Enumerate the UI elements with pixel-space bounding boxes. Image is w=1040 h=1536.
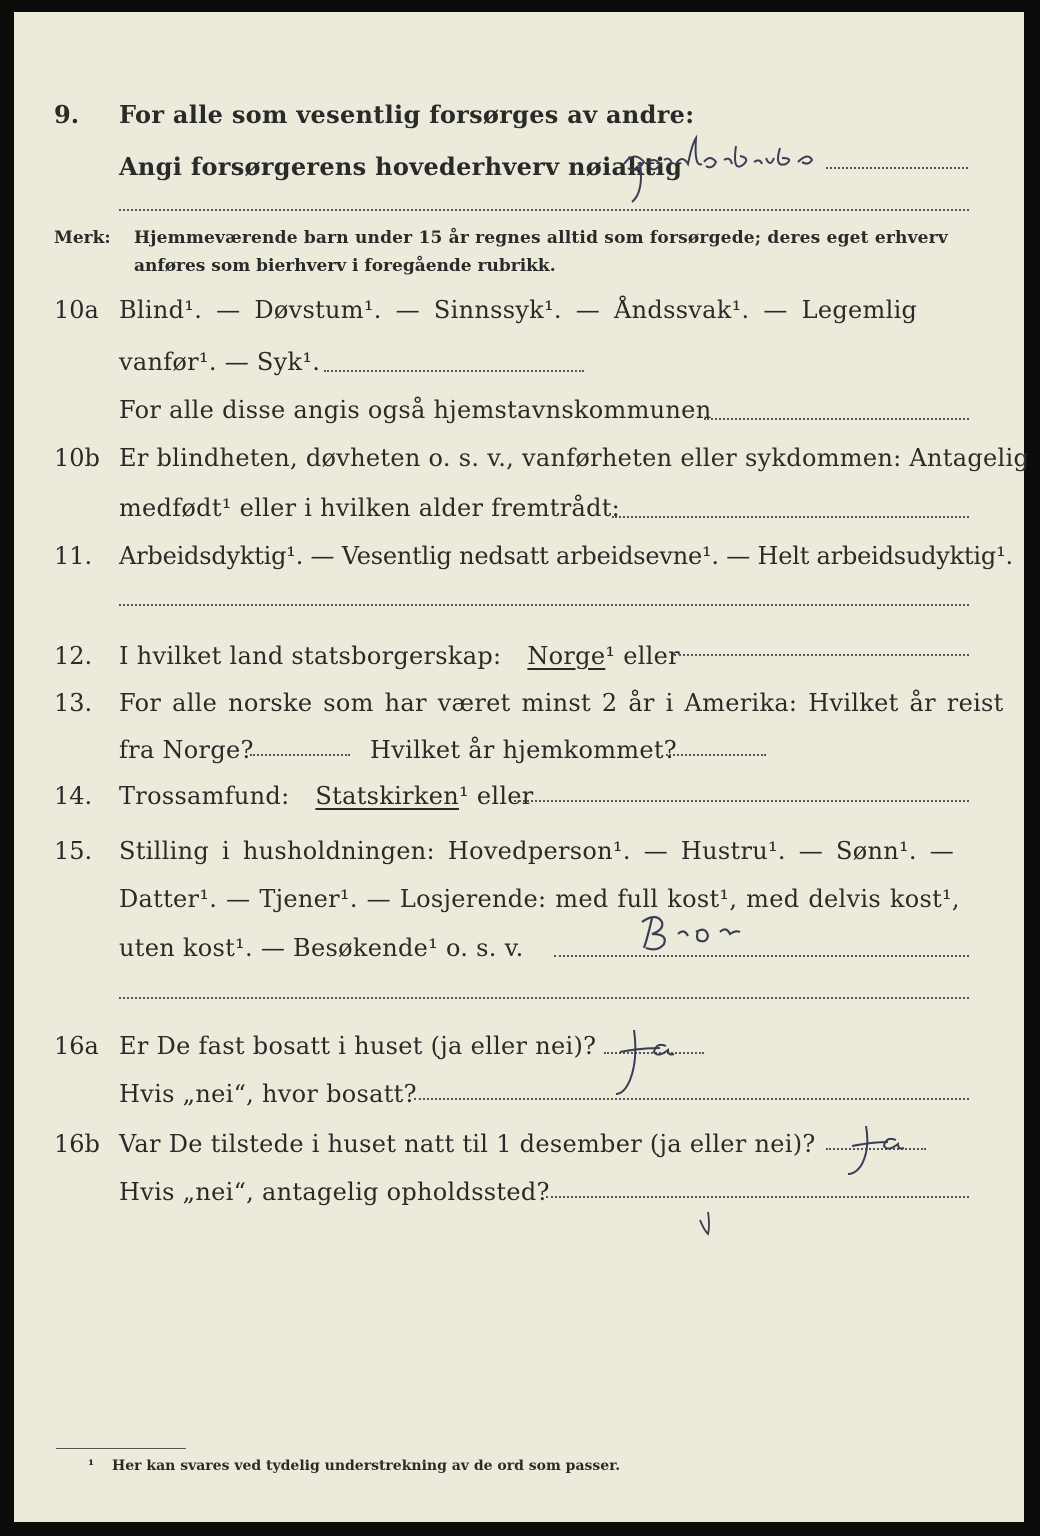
q12-norge-underlined: Norge bbox=[527, 642, 606, 670]
q16b-line2: Hvis „nei“, antagelig opholdssted? bbox=[119, 1178, 550, 1206]
q14-statskirken-underlined: Statskirken bbox=[315, 782, 459, 810]
q16b-opholdssted-line bbox=[546, 1196, 969, 1198]
q16a-line2: Hvis „nei“, hvor bosatt? bbox=[119, 1080, 417, 1108]
q16a-handwritten-answer bbox=[606, 1022, 706, 1106]
handwriting-tick bbox=[694, 1208, 724, 1238]
q11-line1: Arbeidsdyktig¹. — Vesentlig nedsatt arbeidsevne¹. — Helt arbeidsudyktig¹. bbox=[119, 542, 1013, 570]
merk-label: Merk: bbox=[54, 228, 111, 248]
handwriting-bror bbox=[634, 910, 834, 960]
q10a-syk-line bbox=[324, 370, 584, 372]
q10b-number: 10b bbox=[54, 444, 100, 472]
q12-prefix: I hvilket land statsborgerskap: bbox=[119, 642, 502, 670]
footnote-mark: ¹ bbox=[88, 1458, 95, 1474]
q12-text bbox=[119, 642, 680, 670]
q13-reist-line bbox=[250, 754, 350, 756]
q16a-line1: Er De fast bosatt i huset (ja eller nei)? bbox=[119, 1032, 597, 1060]
q12-suffix: ¹ eller bbox=[605, 642, 680, 670]
q9-number: 9. bbox=[54, 100, 80, 129]
q12-answer-line bbox=[674, 654, 969, 656]
q9-line1: For alle som vesentlig forsørges av andre: bbox=[119, 100, 695, 129]
q14-suffix: ¹ eller bbox=[458, 782, 534, 810]
q9-extra-line bbox=[119, 209, 969, 211]
q9-handwritten-answer bbox=[614, 134, 954, 208]
q13-line2b: Hvilket år hjemkommet? bbox=[370, 736, 677, 764]
q16b-number: 16b bbox=[54, 1130, 100, 1158]
q14-text bbox=[119, 782, 534, 810]
q15-extra-line bbox=[119, 997, 969, 999]
q10a-line1: Blind¹. — Døvstum¹. — Sinnssyk¹. — Åndssvak¹. — Legemlig bbox=[119, 296, 918, 324]
q16b-handwritten-answer bbox=[840, 1120, 940, 1184]
handwriting-ja-1 bbox=[606, 1022, 706, 1102]
q15-number: 15. bbox=[54, 837, 93, 865]
q10a-number: 10a bbox=[54, 296, 99, 324]
q15-handwritten-answer bbox=[634, 910, 834, 964]
q13-number: 13. bbox=[54, 689, 93, 717]
q9-line2: Angi forsørgerens hovederhverv nøiaktig bbox=[119, 152, 683, 181]
census-form-page bbox=[14, 12, 1030, 1522]
q14-number: 14. bbox=[54, 782, 93, 810]
footnote-text: Her kan svares ved tydelig understrekning av de ord som passer. bbox=[112, 1458, 621, 1474]
q13-line2a: fra Norge? bbox=[119, 736, 254, 764]
q14-answer-line bbox=[514, 800, 969, 802]
q16a-bosatt-line bbox=[414, 1098, 969, 1100]
q11-answer-line bbox=[119, 604, 969, 606]
q10a-line2: vanfør¹. — Syk¹. bbox=[119, 348, 321, 376]
q15-line3: uten kost¹. — Besøkende¹ o. s. v. bbox=[119, 934, 524, 962]
handwriting-gardsarbeider bbox=[614, 134, 954, 204]
q10b-line1: Er blindheten, døvheten o. s. v., vanførheten eller sykdommen: Antagelig bbox=[119, 444, 1030, 472]
q15-line2: Datter¹. — Tjener¹. — Losjerende: med full kost¹, med delvis kost¹, bbox=[119, 885, 960, 913]
merk-line2: anføres som bierhverv i foregående rubrikk. bbox=[134, 256, 556, 276]
footnote-rule bbox=[56, 1448, 186, 1449]
q13-line1: For alle norske som har været minst 2 år i Amerika: Hvilket år reist bbox=[119, 689, 1004, 717]
q13-hjemkommet-line bbox=[666, 754, 766, 756]
merk-line1: Hjemmeværende barn under 15 år regnes alltid som forsørgede; deres eget erhverv bbox=[134, 228, 948, 248]
q10b-line2: medfødt¹ eller i hvilken alder fremtrådt: bbox=[119, 494, 621, 522]
q12-number: 12. bbox=[54, 642, 93, 670]
q16b-handwritten-check bbox=[694, 1208, 724, 1242]
q10b-answer-line bbox=[612, 516, 969, 518]
q16b-line1: Var De tilstede i huset natt til 1 desember (ja eller nei)? bbox=[119, 1130, 816, 1158]
q15-line1: Stilling i husholdningen: Hovedperson¹. — Hustru¹. — Sønn¹. — bbox=[119, 837, 955, 865]
q9-answer-line bbox=[826, 167, 968, 169]
q16a-number: 16a bbox=[54, 1032, 99, 1060]
handwriting-ja-2 bbox=[840, 1120, 940, 1180]
q10a-line3: For alle disse angis også hjemstavnskommunen bbox=[119, 396, 712, 424]
q14-prefix: Trossamfund: bbox=[119, 782, 290, 810]
q10a-hjemstavn-line bbox=[704, 418, 969, 420]
q11-number: 11. bbox=[54, 542, 93, 570]
